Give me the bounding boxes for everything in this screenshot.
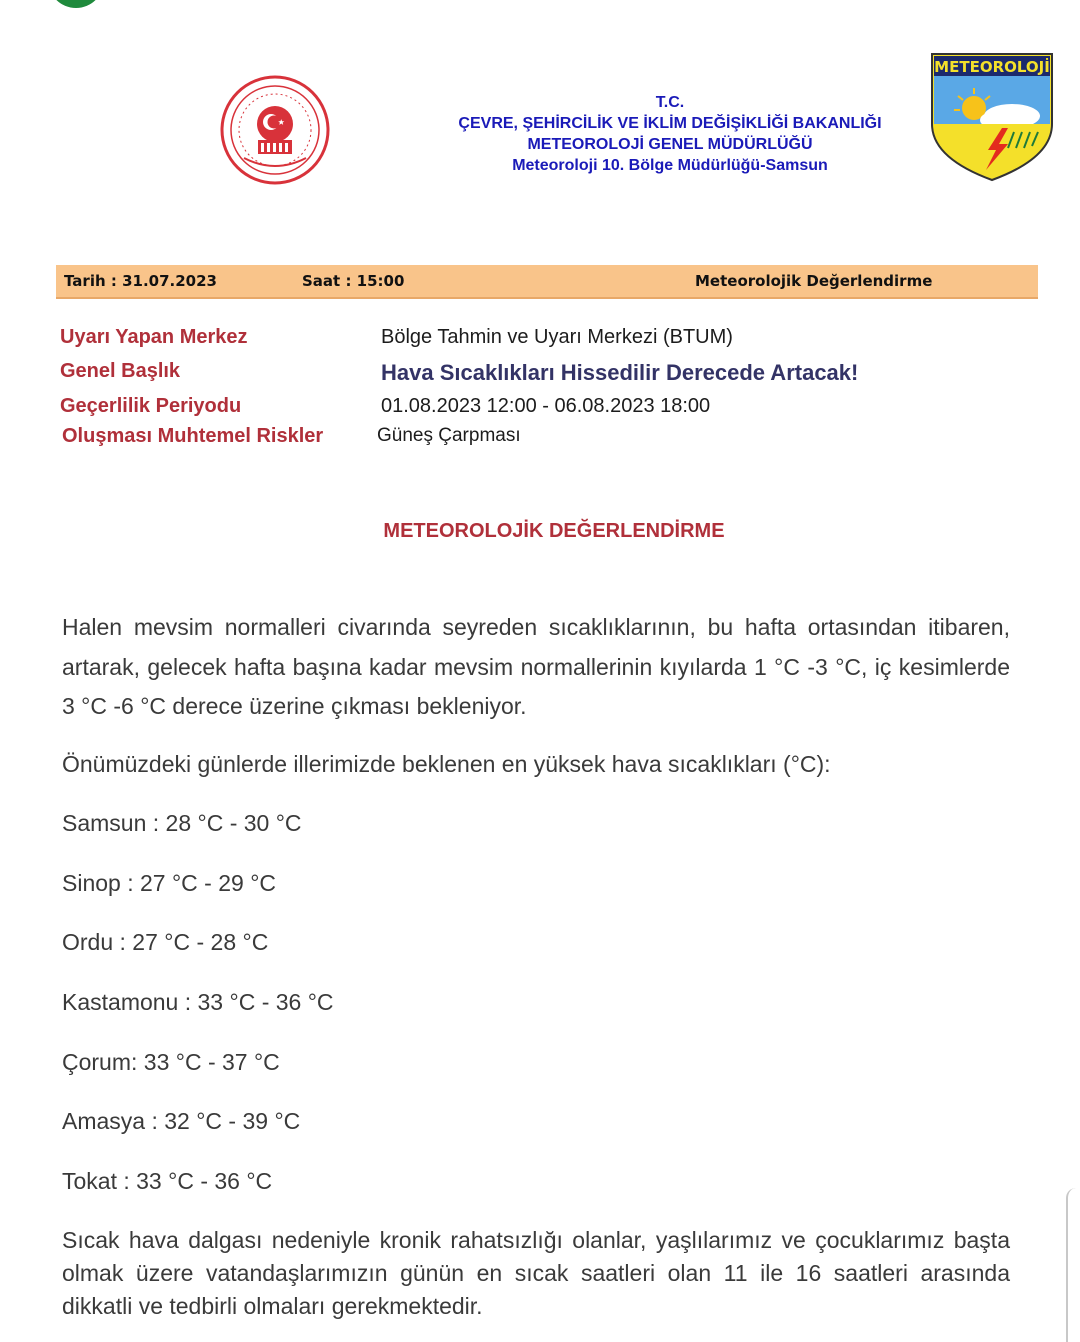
logo-text: METEOROLOJİ [934,58,1050,76]
city-forecast: Kastamonu : 33 °C - 36 °C [62,989,334,1015]
paragraph-forecast-intro: Önümüzdeki günlerde illerimizde beklenen en yüksek hava sıcaklıkları (°C): [62,751,831,777]
meteoroloji-logo [928,50,1056,182]
city-forecast: Çorum: 33 °C - 37 °C [62,1049,280,1075]
meta-value-headline: Hava Sıcaklıkları Hissedilir Derecede Artacak! [381,360,859,385]
section-title: METEOROLOJİK DEĞERLENDİRME [383,520,725,542]
report-time: Saat : 15:00 [302,272,405,290]
paragraph-advice: Sıcak hava dalgası nedeniyle kronik rahatsızlığı olanlar, yaşlılarımız ve çocuklarımız başta olmak üzere vatandaşlarımızın günün en sıcak saatleri olan 11 ile 16 saatleri arasında dikkatli ve tedbirli olmaları gerekmektedir. [62,1227,1010,1319]
meta-value-risks: Güneş Çarpması [377,425,521,446]
app-logo-fragment [48,0,104,8]
meta-value-validity: 01.08.2023 12:00 - 06.08.2023 18:00 [381,395,711,417]
header-ministry: ÇEVRE, ŞEHİRCİLİK VE İKLİM DEĞİŞİKLİĞİ BAKANLIĞI [458,115,882,132]
paragraph-outlook: Halen mevsim normalleri civarında seyreden sıcaklıklarının, bu hafta ortasından itibaren, artarak, gelecek hafta başına kadar mevsim normallerinin kıyılarda 1 °C -3 °C, iç kesimlerde 3 °C -6 °C derece üzerine çıkması bekleniyor. [62,614,1010,719]
report-date: Tarih : 31.07.2023 [64,272,217,290]
info-bar [56,265,1038,299]
city-forecast: Sinop : 27 °C - 29 °C [62,870,276,896]
header-regional-office: Meteoroloji 10. Bölge Müdürlüğü-Samsun [512,157,828,174]
meta-value-center: Bölge Tahmin ve Uyarı Merkezi (BTUM) [381,326,733,348]
top-strip [0,0,1080,38]
header-directorate: METEOROLOJİ GENEL MÜDÜRLÜĞÜ [527,136,813,153]
city-forecast: Amasya : 32 °C - 39 °C [62,1108,301,1134]
scroll-edge [1066,1188,1078,1342]
header-block [400,92,940,176]
city-forecast: Tokat : 33 °C - 36 °C [62,1168,273,1194]
header-tc: T.C. [655,94,685,111]
meta-label-validity: Geçerlilik Periyodu [60,395,242,417]
ministry-seal-icon [218,74,332,186]
city-forecast: Samsun : 28 °C - 30 °C [62,810,302,836]
meta-label-center: Uyarı Yapan Merkez [60,326,248,348]
meta-label-headline: Genel Başlık [60,360,181,382]
report-type: Meteorolojik Değerlendirme [695,272,933,290]
meta-label-risks: Oluşması Muhtemel Riskler [62,425,324,447]
city-forecast: Ordu : 27 °C - 28 °C [62,929,269,955]
